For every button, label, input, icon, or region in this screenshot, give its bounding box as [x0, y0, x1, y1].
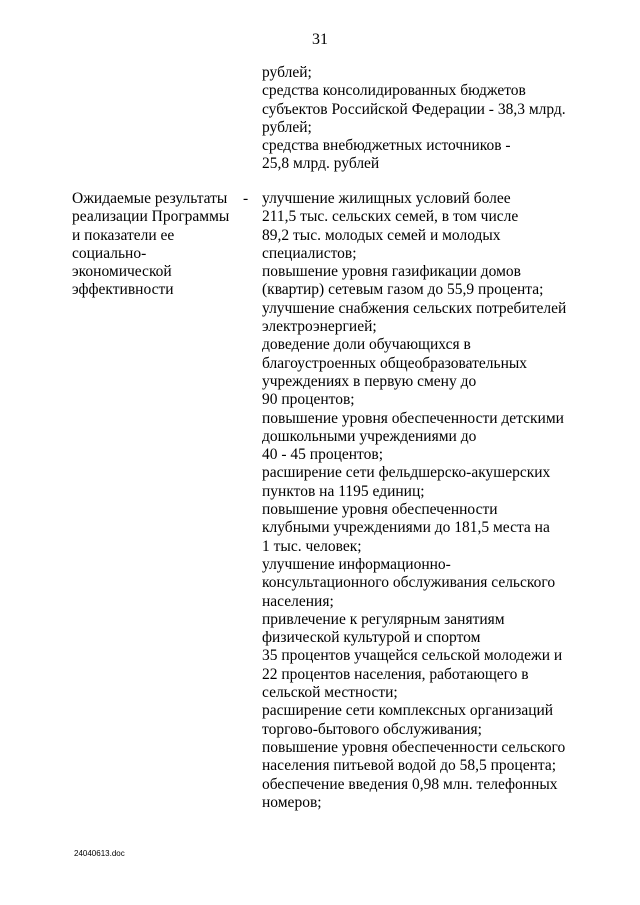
results-line: специалистов; — [262, 244, 357, 262]
results-line: повышение уровня обеспеченности сельского — [262, 738, 566, 756]
results-line: благоустроенных общеобразовательных — [262, 354, 528, 372]
text-line: рублей; — [262, 64, 312, 81]
results-line: повышение уровня обеспеченности детскими — [262, 409, 564, 427]
results-line: 90 процентов; — [262, 391, 355, 409]
results-line: расширение сети фельдшерско-акушерских — [262, 464, 551, 482]
results-line: торгово-бытового обслуживания; — [262, 720, 482, 738]
footer-filename: 24040613.doc — [74, 849, 125, 858]
text-line: рублей; — [262, 118, 312, 136]
financing-continuation — [262, 64, 566, 174]
results-line: повышение уровня газификации домов — [262, 263, 521, 281]
results-line: населения; — [262, 592, 334, 610]
results-line: 89,2 тыс. молодых семей и молодых — [262, 226, 501, 244]
results-line: расширение сети комплексных организаций — [262, 702, 554, 720]
results-line: улучшение информационно- — [262, 555, 451, 573]
results-line: населения питьевой водой до 58,5 процента; — [262, 757, 557, 775]
results-line: 211,5 тыс. сельских семей, в том числе — [262, 208, 519, 226]
results-line: номеров; — [262, 793, 322, 811]
results-line: 40 - 45 процентов; — [262, 446, 383, 464]
text-line: средства внебюджетных источников - — [262, 137, 511, 155]
results-line: учреждениях в первую смену до — [262, 372, 477, 390]
results-line: консультационного обслуживания сельского — [262, 574, 556, 592]
results-line: улучшение снабжения сельских потребителей — [262, 299, 567, 317]
label-line: социально- — [72, 244, 147, 262]
label-line: и показатели ее — [72, 226, 175, 244]
results-line: доведение доли обучающихся в — [262, 336, 471, 354]
results-line: привлечение к регулярным занятиям — [262, 610, 505, 628]
expected-results-list — [262, 190, 566, 812]
label-line: эффективности — [72, 281, 174, 299]
label-line: Ожидаемые результаты — [72, 190, 228, 207]
results-line: обеспечение введения 0,98 млн. телефонных — [262, 775, 558, 793]
results-line: сельской местности; — [262, 684, 398, 702]
results-line: пунктов на 1195 единиц; — [262, 482, 425, 500]
section-label — [72, 190, 229, 300]
results-line: 35 процентов учащейся сельской молодежи и — [262, 647, 563, 665]
results-line: физической культурой и спортом — [262, 629, 481, 647]
results-line: дошкольными учреждениями до — [262, 427, 477, 445]
results-line: 1 тыс. человек; — [262, 537, 362, 555]
text-line: 25,8 млрд. рублей — [262, 155, 380, 173]
results-line: электроэнергией; — [262, 318, 377, 336]
label-line: экономической — [72, 263, 172, 281]
results-line: клубными учреждениями до 181,5 места на — [262, 519, 550, 537]
label-line: реализации Программы — [72, 208, 230, 226]
results-line: (квартир) сетевым газом до 55,9 процента; — [262, 281, 544, 299]
label-separator: - — [243, 190, 249, 207]
results-line: повышение уровня обеспеченности — [262, 501, 498, 519]
page-number: 31 — [312, 31, 328, 48]
text-line: субъектов Российской Федерации - 38,3 млрд. — [262, 100, 566, 118]
results-line: 22 процентов населения, работающего в — [262, 665, 529, 683]
text-line: средства консолидированных бюджетов — [262, 82, 526, 100]
results-line: улучшение жилищных условий более — [262, 190, 511, 207]
